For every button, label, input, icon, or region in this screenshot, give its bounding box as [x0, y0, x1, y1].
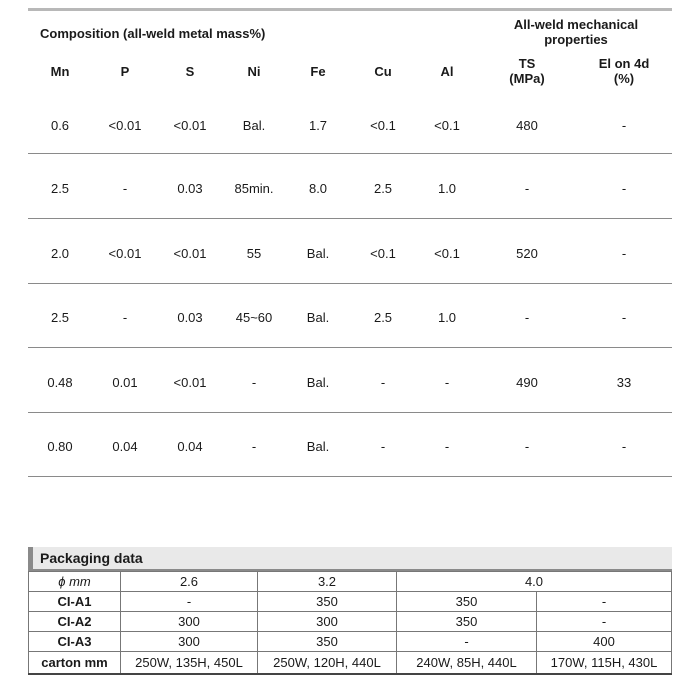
packaging-cell: 350 — [258, 592, 397, 612]
table-cell: 0.80 — [47, 439, 73, 454]
table-cell: 520 — [516, 246, 538, 261]
table-cell: <0.1 — [434, 118, 460, 133]
diameter-row — [29, 572, 672, 592]
table-cell: - — [122, 310, 128, 325]
table-cell: 0.04 — [177, 439, 203, 454]
table-cell: 1.7 — [308, 118, 328, 133]
table-cell: Bal. — [306, 310, 330, 325]
table-cell: - — [621, 246, 627, 261]
packaging-cell: - — [397, 632, 537, 652]
table-cell: - — [524, 181, 530, 196]
packaging-cell: - — [537, 592, 672, 612]
row-divider — [28, 218, 672, 219]
table-cell: 45~60 — [235, 310, 273, 325]
packaging-title-bar — [28, 547, 672, 569]
carton-cell: 250W, 120H, 440L — [258, 652, 397, 675]
table-cell: Bal. — [306, 375, 330, 390]
packaging-row — [29, 592, 672, 612]
table-cell: <0.01 — [173, 118, 207, 133]
table-cell: 0.03 — [177, 310, 203, 325]
packaging-cell: 300 — [121, 632, 258, 652]
table-cell: 2.5 — [50, 310, 70, 325]
table-cell: - — [122, 181, 128, 196]
table-cell: <0.1 — [370, 118, 396, 133]
packaging-cell: 350 — [397, 612, 537, 632]
table-cell: <0.1 — [434, 246, 460, 261]
carton-row — [29, 652, 672, 675]
table-cell: - — [251, 375, 257, 390]
row-divider — [28, 153, 672, 154]
table-cell: - — [621, 181, 627, 196]
table-cell: 2.0 — [50, 246, 70, 261]
table-cell: 1.0 — [437, 310, 457, 325]
table-cell: - — [444, 375, 450, 390]
table-cell: <0.01 — [108, 118, 142, 133]
table-cell: 0.04 — [112, 439, 138, 454]
table-cell: 85min. — [234, 181, 274, 196]
table-cell: 33 — [616, 375, 632, 390]
table-cell: <0.01 — [173, 375, 207, 390]
table-cell: 55 — [246, 246, 262, 261]
product-label: CI-A3 — [29, 632, 121, 652]
table-cell: - — [621, 310, 627, 325]
col-header-fe: Fe — [310, 64, 326, 79]
packaging-table — [28, 571, 672, 675]
table-cell: - — [524, 439, 530, 454]
mechanical-properties-header: All-weld mechanical properties — [513, 17, 639, 47]
diameter-value: 4.0 — [397, 572, 672, 592]
table-cell: 2.5 — [373, 310, 393, 325]
table-cell: 0.48 — [47, 375, 73, 390]
col-header-p: P — [120, 64, 130, 79]
row-divider — [28, 412, 672, 413]
table-cell: - — [621, 439, 627, 454]
row-divider — [28, 283, 672, 284]
table-cell: 480 — [516, 118, 538, 133]
table-cell: - — [621, 118, 627, 133]
table-cell: 2.5 — [50, 181, 70, 196]
packaging-row — [29, 612, 672, 632]
col-header-elongation: El on 4d (%) — [598, 56, 650, 86]
diameter-value: 3.2 — [258, 572, 397, 592]
packaging-cell: 400 — [537, 632, 672, 652]
table-cell: - — [380, 439, 386, 454]
table-cell: <0.01 — [173, 246, 207, 261]
table-cell: 0.6 — [50, 118, 70, 133]
product-label: CI-A2 — [29, 612, 121, 632]
table-cell: 0.03 — [177, 181, 203, 196]
table-cell: 2.5 — [373, 181, 393, 196]
table-cell: 8.0 — [308, 181, 328, 196]
diameter-value: 2.6 — [121, 572, 258, 592]
table-cell: - — [444, 439, 450, 454]
table-cell: 1.0 — [437, 181, 457, 196]
carton-cell: 250W, 135H, 450L — [121, 652, 258, 675]
col-header-ts: TS (MPa) — [509, 56, 545, 86]
diameter-label: ϕ mm — [29, 572, 121, 592]
col-header-ni: Ni — [247, 64, 261, 79]
packaging-cell: 300 — [258, 612, 397, 632]
table-cell: - — [380, 375, 386, 390]
table-cell: - — [524, 310, 530, 325]
table-cell: <0.01 — [108, 246, 142, 261]
packaging-cell: - — [121, 592, 258, 612]
table-cell: Bal. — [306, 246, 330, 261]
carton-cell: 240W, 85H, 440L — [397, 652, 537, 675]
table-cell: 490 — [516, 375, 538, 390]
table-bottom-rule — [28, 476, 672, 477]
col-header-al: Al — [440, 64, 454, 79]
packaging-row — [29, 632, 672, 652]
carton-label: carton mm — [29, 652, 121, 675]
top-rule — [28, 8, 672, 11]
product-label: CI-A1 — [29, 592, 121, 612]
col-header-mn: Mn — [50, 64, 70, 79]
packaging-cell: 300 — [121, 612, 258, 632]
packaging-cell: 350 — [397, 592, 537, 612]
carton-cell: 170W, 115H, 430L — [537, 652, 672, 675]
row-divider — [28, 347, 672, 348]
col-header-s: S — [185, 64, 195, 79]
composition-header: Composition (all-weld metal mass%) — [40, 26, 266, 41]
col-header-cu: Cu — [374, 64, 392, 79]
packaging-cell: - — [537, 612, 672, 632]
packaging-title: Packaging data — [40, 550, 143, 566]
table-cell: Bal. — [306, 439, 330, 454]
table-cell: 0.01 — [112, 375, 138, 390]
packaging-cell: 350 — [258, 632, 397, 652]
table-cell: <0.1 — [370, 246, 396, 261]
table-cell: Bal. — [242, 118, 266, 133]
table-cell: - — [251, 439, 257, 454]
